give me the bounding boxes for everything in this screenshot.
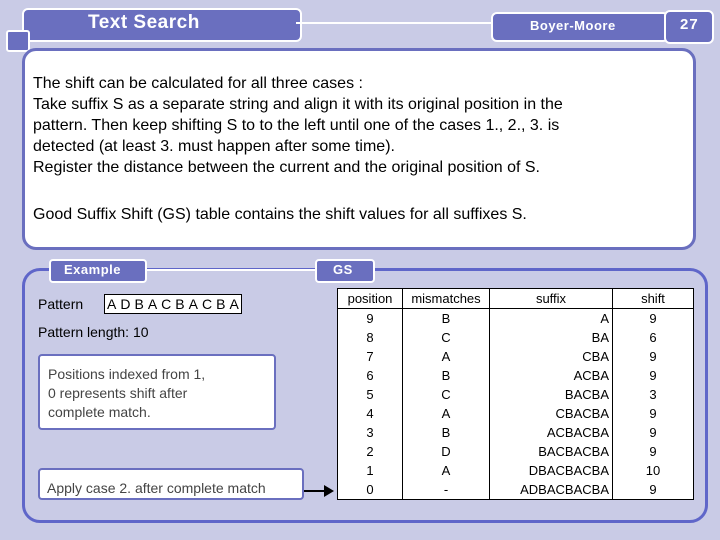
- cell-mismatch: -: [403, 480, 490, 500]
- note-line: Positions indexed from 1,: [48, 366, 206, 382]
- cell-position: 2: [338, 442, 403, 461]
- pattern-char: A: [147, 296, 158, 312]
- table-row: [338, 461, 694, 480]
- pattern-char: A: [107, 296, 117, 312]
- pattern-string: [104, 294, 242, 314]
- cell-suffix: A: [490, 309, 613, 329]
- table-row: [338, 328, 694, 347]
- gs-label: GS: [333, 262, 353, 277]
- cell-mismatch: A: [403, 347, 490, 366]
- cell-suffix: ACBACBA: [490, 423, 613, 442]
- cell-shift: 9: [613, 480, 694, 500]
- paragraph-line: Take suffix S as a separate string and align it with its original position in the: [33, 96, 563, 113]
- case-note: Apply case 2. after complete match: [47, 480, 266, 496]
- cell-mismatch: C: [403, 385, 490, 404]
- header-suffix: suffix: [490, 289, 613, 309]
- page-number: 27: [680, 16, 699, 33]
- cell-mismatch: B: [403, 366, 490, 385]
- cell-suffix: CBACBA: [490, 404, 613, 423]
- pattern-length: Pattern length: 10: [38, 324, 149, 340]
- cell-position: 0: [338, 480, 403, 500]
- cell-suffix: BA: [490, 328, 613, 347]
- cell-shift: 3: [613, 385, 694, 404]
- pattern-char: A: [188, 296, 198, 312]
- table-row: [338, 404, 694, 423]
- indexing-note: [48, 365, 205, 422]
- note-line: 0 represents shift after: [48, 385, 188, 401]
- cell-shift: 6: [613, 328, 694, 347]
- cell-position: 6: [338, 366, 403, 385]
- note-line: complete match.: [48, 404, 151, 420]
- pattern-char: B: [216, 296, 226, 312]
- table-row: [338, 385, 694, 404]
- cell-position: 1: [338, 461, 403, 480]
- header-position: position: [338, 289, 403, 309]
- pattern-label: Pattern: [38, 296, 84, 312]
- cell-shift: 9: [613, 423, 694, 442]
- header-divider-line: [296, 22, 492, 24]
- table-header-row: [338, 289, 694, 309]
- cell-position: 5: [338, 385, 403, 404]
- pattern-char: B: [175, 296, 185, 312]
- table-row: [338, 480, 694, 500]
- gs-definition: Good Suffix Shift (GS) table contains the shift values for all suffixes S.: [33, 206, 527, 223]
- title-corner-square: [6, 30, 30, 52]
- cell-mismatch: C: [403, 328, 490, 347]
- table-row: [338, 442, 694, 461]
- cell-position: 3: [338, 423, 403, 442]
- cell-suffix: BACBA: [490, 385, 613, 404]
- header-shift: shift: [613, 289, 694, 309]
- arrow-right-icon: [324, 485, 334, 497]
- example-label: Example: [64, 262, 121, 277]
- cell-shift: 9: [613, 366, 694, 385]
- cell-shift: 9: [613, 347, 694, 366]
- topic-tag: Boyer-Moore: [530, 18, 616, 33]
- slide-title: Text Search: [88, 12, 200, 33]
- pattern-char: B: [134, 296, 144, 312]
- cell-mismatch: B: [403, 423, 490, 442]
- cell-mismatch: A: [403, 404, 490, 423]
- table-row: [338, 347, 694, 366]
- cell-shift: 10: [613, 461, 694, 480]
- cell-position: 7: [338, 347, 403, 366]
- cell-shift: 9: [613, 309, 694, 329]
- cell-suffix: CBA: [490, 347, 613, 366]
- cell-mismatch: A: [403, 461, 490, 480]
- cell-suffix: DBACBACBA: [490, 461, 613, 480]
- cell-suffix: ACBA: [490, 366, 613, 385]
- cell-suffix: ADBACBACBA: [490, 480, 613, 500]
- cell-position: 4: [338, 404, 403, 423]
- cell-suffix: BACBACBA: [490, 442, 613, 461]
- table-row: [338, 309, 694, 329]
- cell-position: 9: [338, 309, 403, 329]
- header-mismatches: mismatches: [403, 289, 490, 309]
- gs-table: [337, 288, 694, 500]
- paragraph-line: The shift can be calculated for all three cases :: [33, 75, 363, 92]
- table-row: [338, 423, 694, 442]
- pattern-char: C: [201, 296, 213, 312]
- pattern-char: C: [161, 296, 172, 312]
- paragraph-line: Register the distance between the current and the original position of S.: [33, 159, 540, 176]
- cell-position: 8: [338, 328, 403, 347]
- cell-shift: 9: [613, 404, 694, 423]
- paragraph-line: pattern. Then keep shifting S to to the left until one of the cases 1., 2., 3. is: [33, 117, 560, 134]
- paragraph-line: detected (at least 3. must happen after some time).: [33, 138, 395, 155]
- example-divider-line: [145, 269, 315, 271]
- pattern-char: A: [229, 296, 239, 312]
- cell-mismatch: D: [403, 442, 490, 461]
- arrow-shaft: [304, 490, 326, 492]
- cell-mismatch: B: [403, 309, 490, 329]
- table-row: [338, 366, 694, 385]
- pattern-char: D: [120, 296, 131, 312]
- cell-shift: 9: [613, 442, 694, 461]
- explanation-paragraph: [33, 73, 683, 178]
